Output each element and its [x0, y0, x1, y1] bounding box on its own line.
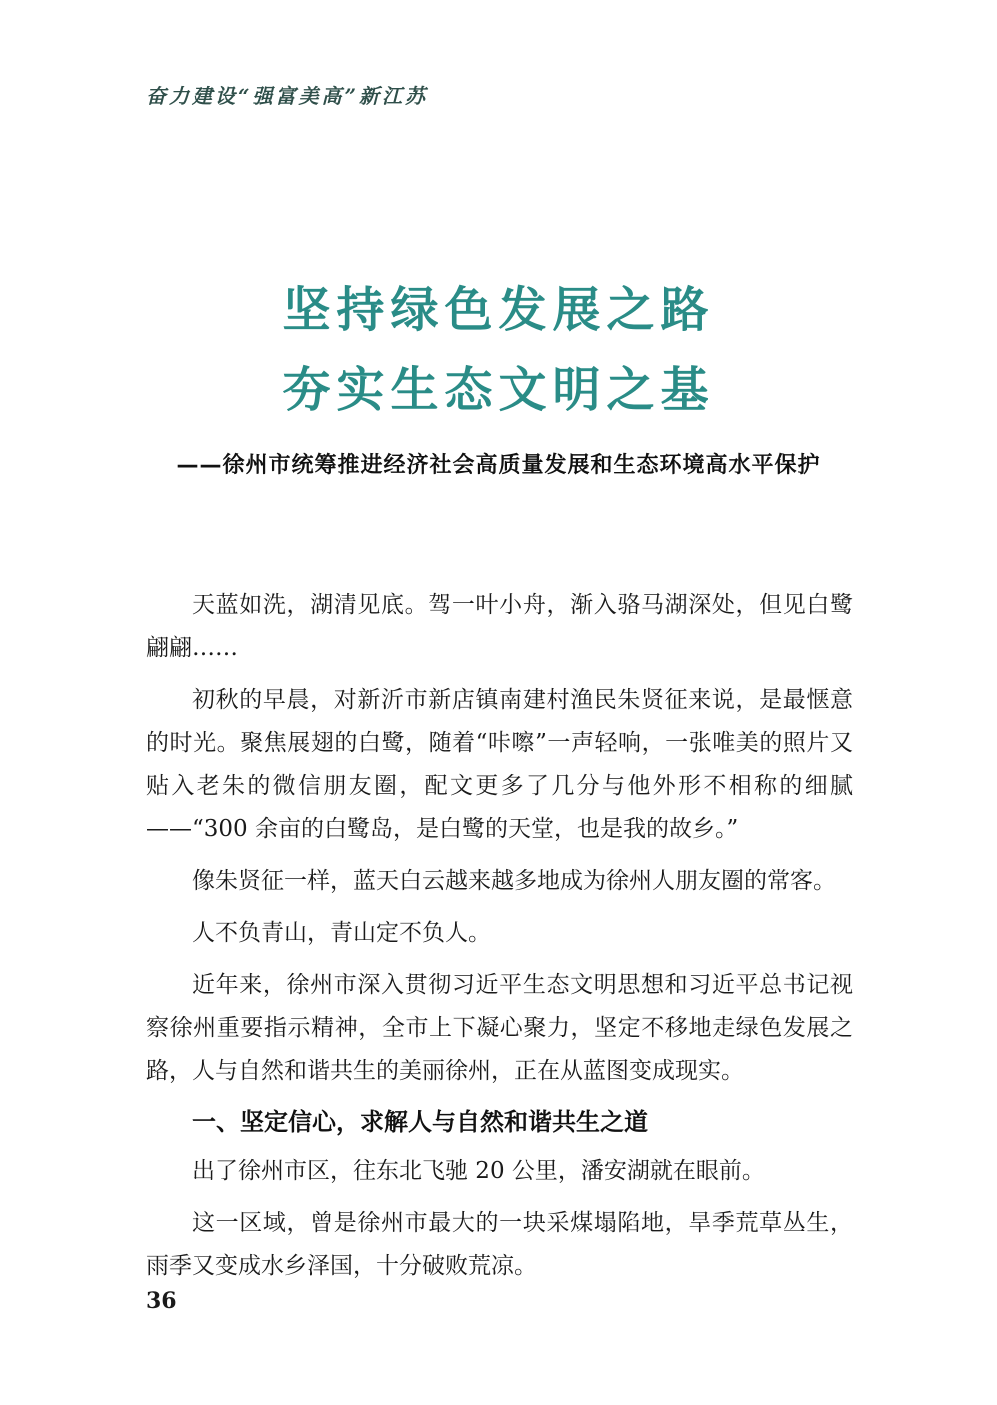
running-header: 奋力建设“强富美高”新江苏: [146, 84, 429, 108]
article-body: [146, 584, 853, 1297]
paragraph: 这一区域，曾是徐州市最大的一块采煤塌陷地，旱季荒草丛生，雨季又变成水乡泽国，十分破败荒凉。: [146, 1210, 853, 1279]
title-line-1: 坚持绿色发展之路: [282, 282, 715, 338]
article-subtitle: ——徐州市统筹推进经济社会高质量发展和生态环境高水平保护: [176, 453, 821, 478]
paragraph: 近年来，徐州市深入贯彻习近平生态文明思想和习近平总书记视察徐州重要指示精神，全市上下凝心聚力，坚定不移地走绿色发展之路，人与自然和谐共生的美丽徐州，正在从蓝图变成现实。: [146, 972, 853, 1084]
paragraph: 天蓝如洗，湖清见底。驾一叶小舟，渐入骆马湖深处，但见白鹭翩翩……: [146, 592, 853, 661]
paragraph: 初秋的早晨，对新沂市新店镇南建村渔民朱贤征来说，是最惬意的时光。聚焦展翅的白鹭，随着“咔嚓”一声轻响，一张唯美的照片又贴入老朱的微信朋友圈，配文更多了几分与他外形不相称的细腻——“300 余亩的白鹭岛，是白鹭的天堂，也是我的故乡。”: [146, 687, 853, 842]
paragraph: 像朱贤征一样，蓝天白云越来越多地成为徐州人朋友圈的常客。: [192, 868, 836, 894]
title-line-2: 夯实生态文明之基: [282, 362, 715, 418]
page-number: 36: [146, 1288, 177, 1314]
article-title: [0, 270, 997, 430]
section-heading: 一、坚定信心，求解人与自然和谐共生之道: [192, 1108, 648, 1136]
paragraph: 人不负青山，青山定不负人。: [192, 920, 491, 946]
paragraph: 出了徐州市区，往东北飞驰 20 公里，潘安湖就在眼前。: [192, 1158, 765, 1184]
